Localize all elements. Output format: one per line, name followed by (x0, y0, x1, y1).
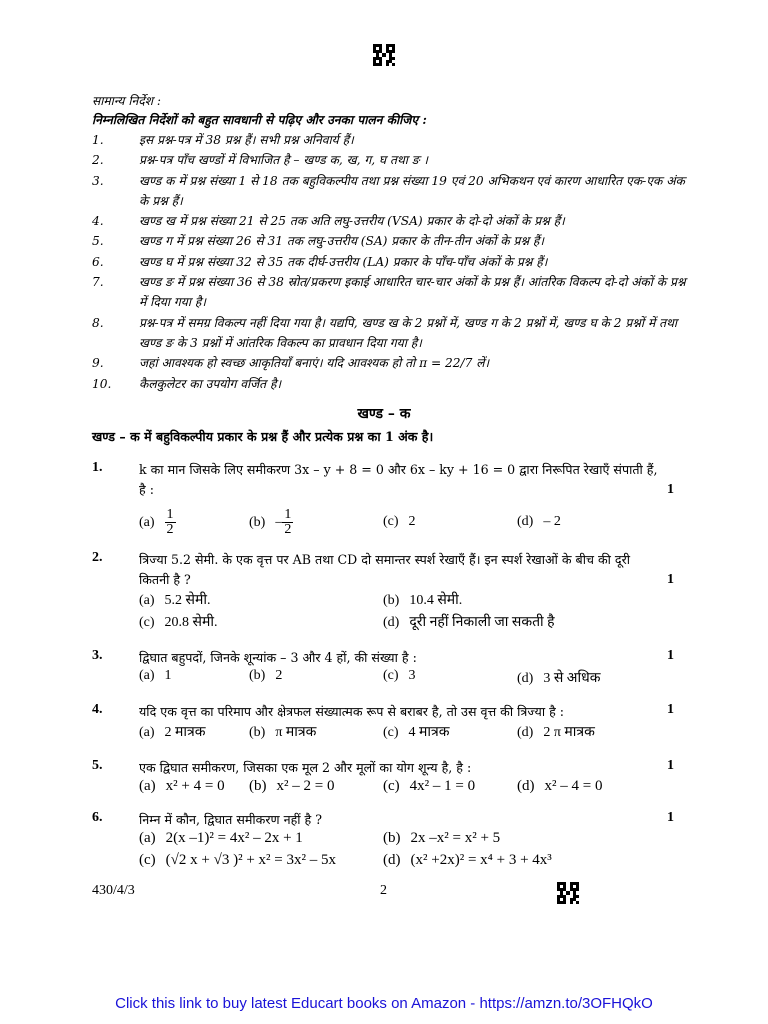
instruction-item: 6. खण्ड घ में प्रश्न संख्या 32 से 35 तक दीर्घ-उत्तरीय (LA) प्रकार के पाँच-पाँच अंकों के प्रश्न हैं। (92, 254, 548, 269)
instruction-item: 8. प्रश्न-पत्र में समग्र विकल्प नहीं दिया गया है। यद्यपि, खण्ड ख के 2 प्रश्नों में, खण्ड ग के 2 प्रश्नों में, खण्ड घ के 2 प्रश्नों में तथा खण्ड ङ के 3 प्रश्नों में आंतरिक विकल्प का प्रावधान दिया गया है। (92, 315, 678, 350)
options-row-1 (139, 830, 688, 852)
instruction-item: 7. खण्ड ङ में प्रश्न संख्या 36 से 38 स्रोत/प्रकरण इकाई आधारित चार-चार अंकों के प्रश्न हैं। आंतरिक विकल्प दो-दो अंकों के प्रश्न में दिया गया है। (92, 275, 686, 310)
instruction-item: 9. जहां आवश्यक हो स्वच्छ आकृतियाँ बनाएं। यदि आवश्यक हो तो π = 22/7 लें। (92, 356, 490, 371)
question-number: 3. (92, 648, 103, 663)
option-d: (d) 3 से अधिक (517, 671, 601, 686)
option-c: (c) 3 (383, 668, 416, 683)
qr-code-icon (557, 882, 579, 904)
section-subtitle: खण्ड – क में बहुविकल्पीय प्रकार के प्रश्न हैं और प्रत्येक प्रश्न का 1 अंक है। (92, 429, 434, 444)
option-d: (d) (x² +2x)² = x⁴ + 3 + 4x³ (383, 852, 552, 868)
option-d: (d) x² – 4 = 0 (517, 778, 603, 794)
question-4 (92, 702, 688, 744)
options (139, 722, 688, 744)
option-c: (c) 2 (383, 514, 416, 529)
options (139, 668, 688, 690)
option-a: (a) 2(x –1)² = 4x² – 2x + 1 (139, 830, 303, 846)
option-a: (a) x² + 4 = 0 (139, 778, 225, 794)
paper-code: 430/4/3 (92, 883, 135, 898)
question-marks: 1 (667, 648, 674, 663)
instructions-list (92, 130, 692, 394)
option-d: (d) दूरी नहीं निकाली जा सकती है (383, 615, 555, 630)
question-number: 6. (92, 810, 103, 825)
option-b: (b) 2x –x² = x² + 5 (383, 830, 501, 846)
option-c: (c) 4x² – 1 = 0 (383, 778, 476, 794)
question-number: 5. (92, 758, 103, 773)
instructions-heading: सामान्य निर्देश : (92, 94, 162, 108)
question-marks: 1 (667, 810, 674, 825)
instructions-intro: निम्नलिखित निर्देशों को बहुत सावधानी से पढ़िए और उनका पालन कीजिए : (92, 113, 427, 127)
option-a: (a) 5.2 सेमी. (139, 593, 211, 608)
question-text: यदि एक वृत्त का परिमाप और क्षेत्रफल संख्यात्मक रूप से बराबर है, तो उस वृत्त की त्रिज्या है : (139, 704, 565, 719)
option-b: (b) π मात्रक (249, 725, 317, 740)
question-marks: 1 (667, 482, 674, 497)
question-text: k का मान जिसके लिए समीकरण 3x – y + 8 = 0 और 6x – ky + 16 = 0 द्वारा निरूपित रेखाएँ संपाती हैं, है : (139, 462, 658, 497)
qr-code-icon (373, 44, 395, 66)
question-marks: 1 (667, 572, 674, 587)
option-d: (d) 2 π मात्रक (517, 725, 595, 740)
options-row-2 (139, 612, 688, 634)
section-title: खण्ड – क (357, 406, 411, 422)
option-c: (c) (√2 x + √3 )² + x² = 3x² – 5x (139, 852, 336, 868)
general-instructions (92, 92, 692, 394)
instruction-item: 1. इस प्रश्न-पत्र में 38 प्रश्न हैं। सभी प्रश्न अनिवार्य हैं। (92, 133, 354, 147)
question-5 (92, 758, 688, 800)
option-b: (b) x² – 2 = 0 (249, 778, 335, 794)
question-marks: 1 (667, 702, 674, 717)
question-number: 1. (92, 460, 103, 475)
question-marks: 1 (667, 758, 674, 773)
option-a: (a) 2 मात्रक (139, 725, 206, 740)
fraction: $\frac{1}{2}$ (166, 507, 174, 537)
options (139, 778, 688, 800)
option-d: (d) – 2 (517, 514, 561, 529)
options-row-2 (139, 852, 688, 874)
option-c: (c) 4 मात्रक (383, 725, 450, 740)
option-b: (b) – $\frac{1}{2}$ (249, 507, 292, 537)
page-number: 2 (380, 883, 387, 898)
instruction-item: 10. कैलकुलेटर का उपयोग वर्जित है। (92, 376, 282, 391)
option-b: (b) 2 (249, 668, 283, 683)
question-6 (92, 810, 688, 874)
promo-link[interactable]: Click this link to buy latest Educart books on Amazon - https://amzn.to/3OFHQkO (115, 995, 653, 1012)
option-c: (c) 20.8 सेमी. (139, 615, 218, 630)
instruction-item: 2. प्रश्न-पत्र पाँच खण्डों में विभाजित है – खण्ड क, ख, ग, घ तथा ङ । (92, 153, 429, 168)
question-2 (92, 550, 688, 634)
question-number: 2. (92, 550, 103, 565)
options-row-1 (139, 590, 688, 612)
option-b: (b) 10.4 सेमी. (383, 593, 463, 608)
question-1 (92, 460, 688, 540)
options (139, 506, 688, 540)
question-text: द्विघात बहुपदों, जिनके शून्यांक – 3 और 4 हों, की संख्या है : (139, 650, 417, 665)
option-a: (a) $\frac{1}{2}$ (139, 507, 174, 537)
fraction: $\frac{1}{2}$ (284, 507, 292, 537)
instruction-item: 4. खण्ड ख में प्रश्न संख्या 21 से 25 तक अति लघु-उत्तरीय (VSA) प्रकार के दो-दो अंकों के प्रश्न हैं। (92, 214, 565, 229)
question-text: त्रिज्या 5.2 सेमी. के एक वृत्त पर AB तथा CD दो समान्तर स्पर्श रेखाएँ हैं। इन स्पर्श रेखाओं के बीच की दूरी कितनी है ? (139, 552, 631, 587)
question-text: एक द्विघात समीकरण, जिसका एक मूल 2 और मूलों का योग शून्य है, है : (139, 760, 472, 775)
instruction-item: 3. खण्ड क में प्रश्न संख्या 1 से 18 तक बहुविकल्पीय तथा प्रश्न संख्या 19 एवं 20 अभिकथन एवं कारण आधारित एक-एक अंक के प्रश्न हैं। (92, 173, 685, 208)
question-number: 4. (92, 702, 103, 717)
question-3 (92, 648, 688, 690)
instruction-item: 5. खण्ड ग में प्रश्न संख्या 26 से 31 तक लघु-उत्तरीय (SA) प्रकार के तीन-तीन अंकों के प्रश्न हैं। (92, 234, 545, 249)
question-text: निम्न में कौन, द्विघात समीकरण नहीं है ? (139, 812, 322, 827)
option-a: (a) 1 (139, 668, 172, 683)
